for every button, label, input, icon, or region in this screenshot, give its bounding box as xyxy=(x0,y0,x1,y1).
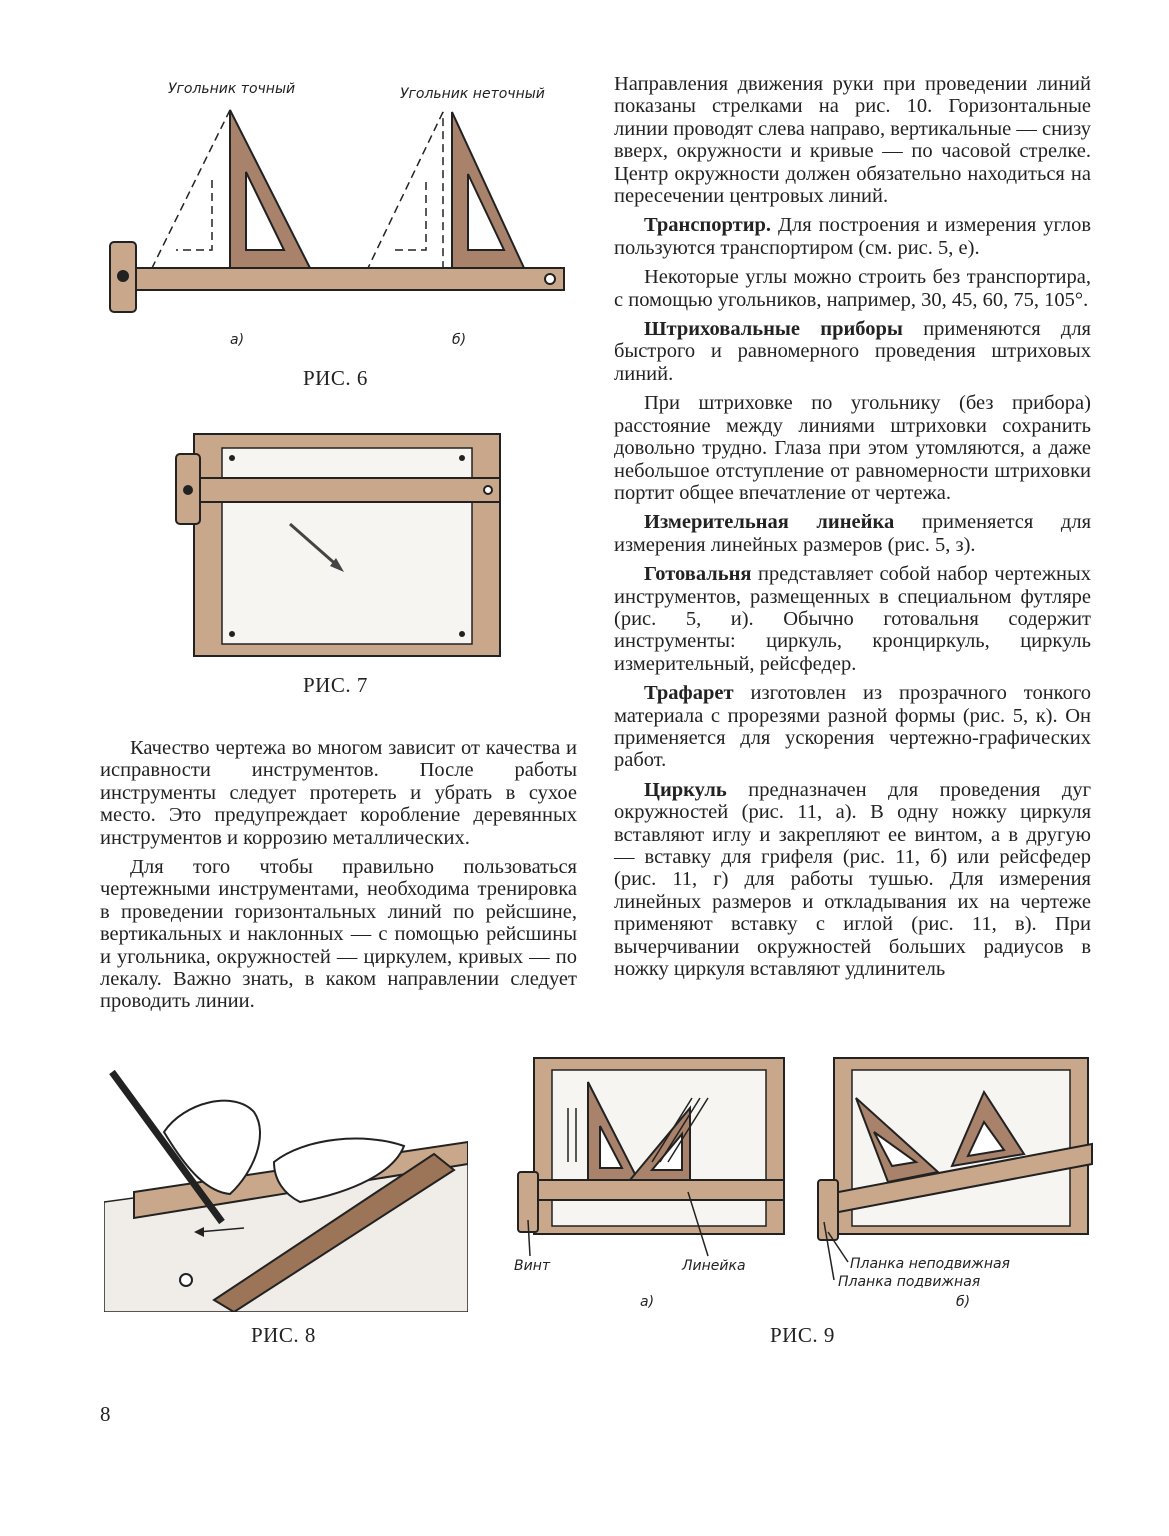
paragraph: Измерительная линейка применяется для измерения линейных размеров (рис. 5, з). xyxy=(614,511,1091,556)
paragraph: Некоторые углы можно строить без транспортира, с помощью угольников, например, 30, 45, 60, 75, 105°. xyxy=(614,266,1091,311)
fig9-sub-a: а) xyxy=(640,1294,655,1310)
fig9-label-screw: Винт xyxy=(514,1258,551,1274)
fig6-caption: РИС. 6 xyxy=(303,366,368,390)
fig9-label-fixed: Планка неподвижная xyxy=(850,1256,1010,1272)
term: Штриховальные приборы xyxy=(644,318,903,341)
figure-8 xyxy=(104,1042,468,1312)
figure-7 xyxy=(170,428,510,660)
tsquare-blade xyxy=(200,478,500,502)
left-column-text xyxy=(100,737,577,1020)
figure-9 xyxy=(512,1052,1096,1314)
term: Готовальня xyxy=(644,563,752,586)
fig9-caption: РИС. 9 xyxy=(770,1323,835,1347)
paragraph: Для того чтобы правильно пользоваться чертежными инструментами, необходима тренировка в проведении горизонтальных линий по рейсшине, вертикальных и наклонных — с помощью рейсшины и угольника, окружностей — циркулем, кривых — по лекалу. Важно знать, в каком направлении следует проводить линии. xyxy=(100,856,577,1013)
paragraph: Направления движения руки при проведении линий показаны стрелками на рис. 10. Горизонтальные линии проводят слева направо, вертикальные — снизу вверх, окружности и кривые — по часовой стрелке. Центр окружности должен обязательно находиться на пересечении центровых линий. xyxy=(614,73,1091,208)
fig6-sub-b: б) xyxy=(452,332,467,348)
paragraph: Транспортир. Для построения и измерения углов пользуются транспортиром (см. рис. 5, е). xyxy=(614,214,1091,259)
page-number: 8 xyxy=(100,1402,111,1426)
term: Транспортир. xyxy=(644,214,772,237)
paragraph: При штриховке по угольнику (без прибора) расстояние между линиями штриховки сохранить довольно трудно. Глаза при этом утомляются, а даже небольшое отступление от равномерности штриховки портит общее впечатление от чертежа. xyxy=(614,392,1091,504)
paragraph: Штриховальные приборы применяются для быстрого и равномерного проведения штриховых линий. xyxy=(614,318,1091,385)
fig9-label-ruler: Линейка xyxy=(682,1258,746,1274)
paragraph: Качество чертежа во многом зависит от качества и исправности инструментов. После работы инструменты следует протереть и убрать в сухое место. Это предупреждает коробление деревянных инструментов и коррозию металлических. xyxy=(100,737,577,849)
right-column-text xyxy=(614,73,1091,987)
fig6-sub-a: а) xyxy=(230,332,245,348)
fig9-label-movable: Планка подвижная xyxy=(838,1274,981,1290)
fig6-label-precise: Угольник точный xyxy=(168,81,296,97)
fig6-label-imprecise: Угольник неточный xyxy=(400,86,545,102)
paragraph: Циркуль предназначен для проведения дуг окружностей (рис. 11, а). В одну ножку циркуля вставляют иглу и закрепляют ее винтом, а в другую — вставку для грифеля (рис. 11, б) или рейсфедер (рис. 11, г) для работы тушью. Для измерения линейных размеров и откладывания их на чертеже применяют вставку с иглой (рис. 11, в). При вычерчивании окружностей больших радиусов в ножку циркуля вставляют удлинитель xyxy=(614,778,1091,981)
tsquare-blade xyxy=(136,268,564,290)
tsquare-blade xyxy=(534,1180,784,1200)
fig8-caption: РИС. 8 xyxy=(251,1323,316,1347)
term: Трафарет xyxy=(644,682,734,705)
term: Измерительная линейка xyxy=(644,511,895,534)
paragraph: Готовальня представляет собой набор чертежных инструментов, размещенных в специальном футляре (рис. 5, и). Обычно готовальня содержит инструменты: циркуль, кронциркуль, циркуль измерительный, рейсфедер. xyxy=(614,563,1091,675)
figure-6 xyxy=(100,70,580,360)
fig7-caption: РИС. 7 xyxy=(303,673,368,697)
term: Циркуль xyxy=(644,778,727,801)
paragraph: Трафарет изготовлен из прозрачного тонкого материала с прорезями разной формы (рис. 5, к). Он применяется для ускорения чертежно-графических работ. xyxy=(614,682,1091,772)
tsquare-head xyxy=(818,1180,838,1240)
fig9-sub-b: б) xyxy=(956,1294,971,1310)
screw-icon xyxy=(117,270,129,282)
